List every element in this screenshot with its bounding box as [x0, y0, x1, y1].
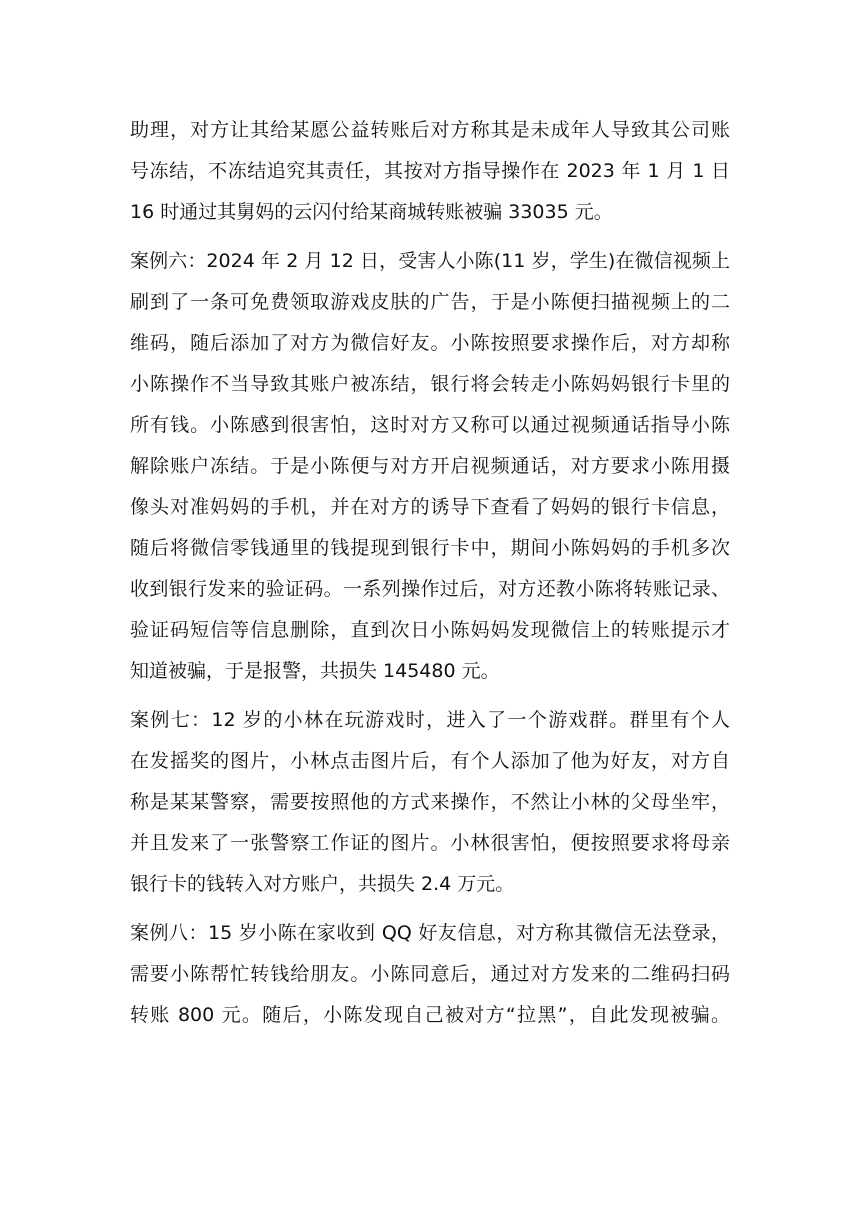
text-line: 在发摇奖的图片，小林点击图片后，有个人添加了他为好友，对方自	[130, 750, 730, 772]
text-line: 需要小陈帮忙转钱给朋友。小陈同意后，通过对方发来的二维码扫码	[130, 963, 730, 985]
paragraph-case-five-continued	[130, 110, 730, 233]
text-line: 案例六：2024 年 2 月 12 日，受害人小陈(11 岁，学生)在微信视频上	[130, 250, 730, 272]
text-line: 号冻结，不冻结追究其责任，其按对方指导操作在 2023 年 1 月 1 日	[130, 160, 730, 182]
paragraph-case-six	[130, 241, 730, 692]
text-line: 银行卡的钱转入对方账户，共损失 2.4 万元。	[130, 873, 515, 895]
text-line: 称是某某警察，需要按照他的方式来操作，不然让小林的父母坐牢，	[130, 791, 730, 813]
text-line: 小陈操作不当导致其账户被冻结，银行将会转走小陈妈妈银行卡里的	[130, 373, 730, 395]
text-line: 像头对准妈妈的手机，并在对方的诱导下查看了妈妈的银行卡信息，	[130, 496, 730, 518]
document-body	[130, 110, 730, 1036]
paragraph-case-seven	[130, 700, 730, 905]
text-line: 案例八：15 岁小陈在家收到 QQ 好友信息，对方称其微信无法登录，	[130, 922, 730, 944]
text-line: 知道被骗，于是报警，共损失 145480 元。	[130, 660, 500, 682]
text-line: 维码，随后添加了对方为微信好友。小陈按照要求操作后，对方却称	[130, 332, 730, 354]
text-line: 随后将微信零钱通里的钱提现到银行卡中，期间小陈妈妈的手机多次	[130, 537, 730, 559]
text-line: 案例七：12 岁的小林在玩游戏时，进入了一个游戏群。群里有个人	[130, 709, 730, 731]
text-line: 刷到了一条可免费领取游戏皮肤的广告，于是小陈便扫描视频上的二	[130, 291, 730, 313]
text-line: 16 时通过其舅妈的云闪付给某商城转账被骗 33035 元。	[130, 201, 613, 223]
text-line: 所有钱。小陈感到很害怕，这时对方又称可以通过视频通话指导小陈	[130, 414, 730, 436]
text-line: 收到银行发来的验证码。一系列操作过后，对方还教小陈将转账记录、	[130, 578, 730, 600]
paragraph-case-eight	[130, 913, 730, 1036]
text-line: 转账 800 元。随后，小陈发现自己被对方“拉黑”，自此发现被骗。	[130, 1004, 730, 1026]
text-line: 并且发来了一张警察工作证的图片。小林很害怕，便按照要求将母亲	[130, 832, 730, 854]
text-line: 解除账户冻结。于是小陈便与对方开启视频通话，对方要求小陈用摄	[130, 455, 730, 477]
text-line: 助理，对方让其给某愿公益转账后对方称其是未成年人导致其公司账	[130, 119, 730, 141]
text-line: 验证码短信等信息删除，直到次日小陈妈妈发现微信上的转账提示才	[130, 619, 730, 641]
